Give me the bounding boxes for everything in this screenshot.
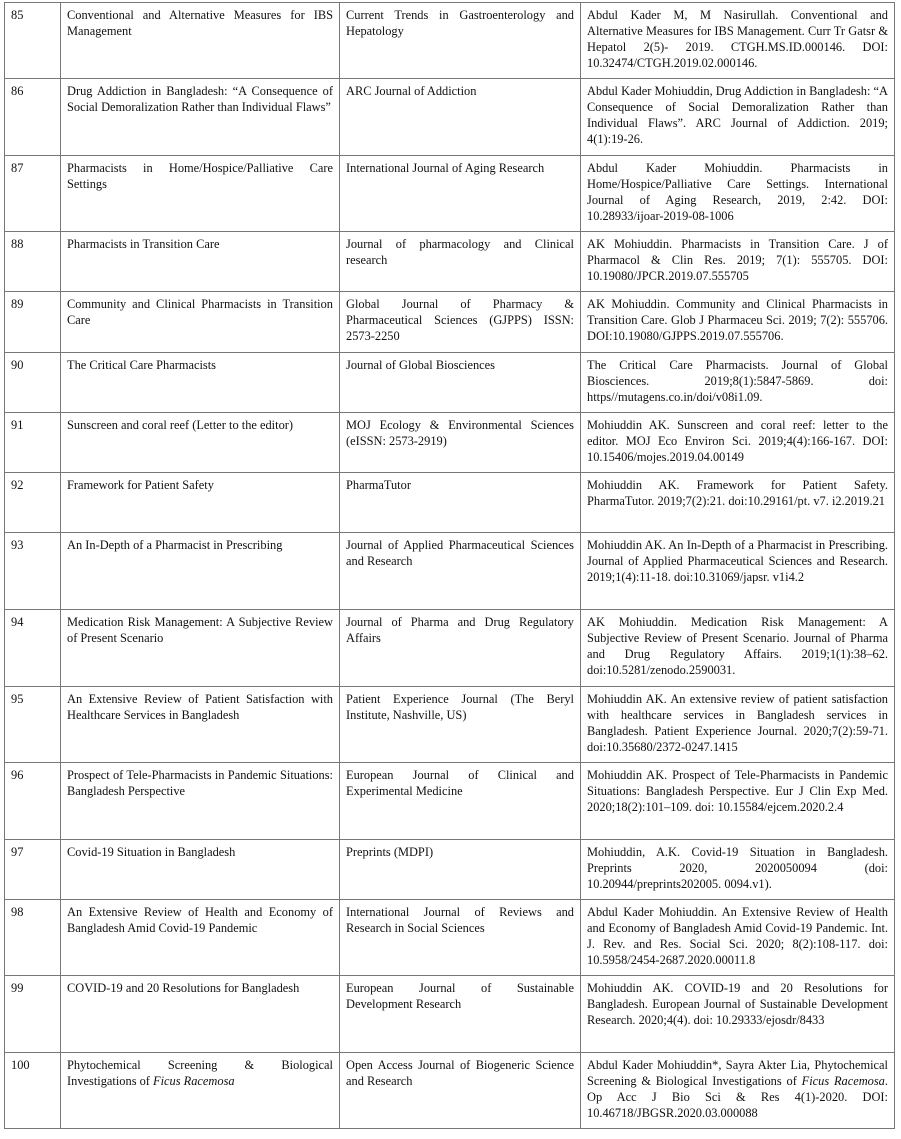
row-number: 96	[5, 763, 61, 840]
row-number: 87	[5, 156, 61, 232]
table-row	[5, 533, 895, 610]
article-title: Drug Addiction in Bangladesh: “A Consequence of Social Demoralization Rather than Individual Flaws”	[61, 79, 340, 156]
citation: Mohiuddin AK. An extensive review of patient satisfaction with healthcare services in Bangladesh services in Bangladesh. Patient Experience Journal. 2020;7(2):59-71. doi:10.35680/2372-0247.1415	[581, 687, 895, 763]
journal-name: Patient Experience Journal (The Beryl Institute, Nashville, US)	[340, 687, 581, 763]
row-number: 97	[5, 840, 61, 900]
table-row	[5, 976, 895, 1053]
table-row	[5, 900, 895, 976]
article-title: Covid-19 Situation in Bangladesh	[61, 840, 340, 900]
citation: Abdul Kader M, M Nasirullah. Conventional and Alternative Measures for IBS Management. Curr Tr Gatsr & Hepatol 2(5)- 2019. CTGH.MS.ID.000146. DOI: 10.32474/CTGH.2019.02.000146.	[581, 3, 895, 79]
table-row	[5, 473, 895, 533]
citation: AK Mohiuddin. Medication Risk Management: A Subjective Review of Present Scenario. Journal of Pharma and Drug Regulatory Affairs. 2019;1(1):38–62. doi:10.5281/zenodo.2590031.	[581, 610, 895, 687]
journal-name: International Journal of Aging Research	[340, 156, 581, 232]
article-title-text: Phytochemical Screening & Biological Investigations of	[67, 1058, 333, 1088]
table-row	[5, 3, 895, 79]
row-number: 99	[5, 976, 61, 1053]
citation: Abdul Kader Mohiuddin. Pharmacists in Home/Hospice/Palliative Care Settings. International Journal of Aging Research, 2019, 2:42. DOI: 10.28933/ijoar-2019-08-1006	[581, 156, 895, 232]
journal-name: Preprints (MDPI)	[340, 840, 581, 900]
table-row	[5, 413, 895, 473]
row-number: 95	[5, 687, 61, 763]
citation: Mohiuddin AK. COVID-19 and 20 Resolutions for Bangladesh. European Journal of Sustainable Development Research. 2020;4(4). doi: 10.29333/ejosdr/8433	[581, 976, 895, 1053]
article-title: Community and Clinical Pharmacists in Transition Care	[61, 292, 340, 353]
table-row	[5, 353, 895, 413]
article-title: Pharmacists in Home/Hospice/Palliative Care Settings	[61, 156, 340, 232]
citation: AK Mohiuddin. Pharmacists in Transition Care. J of Pharmacol & Clin Res. 2019; 7(1): 555705. DOI: 10.19080/JPCR.2019.07.555705	[581, 232, 895, 292]
species-name: Ficus Racemosa	[801, 1074, 885, 1088]
citation: Mohiuddin, A.K. Covid-19 Situation in Bangladesh. Preprints 2020, 2020050094 (doi: 10.20944/preprints202005. 0094.v1).	[581, 840, 895, 900]
row-number: 91	[5, 413, 61, 473]
citation-text-start: Abdul Kader Mohiuddin*, Sayra Akter Lia, Phytochemical Screening & Biological Investigations of	[587, 1058, 888, 1088]
table-row	[5, 292, 895, 353]
table-row	[5, 687, 895, 763]
row-number: 90	[5, 353, 61, 413]
article-title: Pharmacists in Transition Care	[61, 232, 340, 292]
journal-name: Journal of Applied Pharmaceutical Sciences and Research	[340, 533, 581, 610]
citation: Mohiuddin AK. Sunscreen and coral reef: letter to the editor. MOJ Eco Environ Sci. 2019;4(4):166-167. DOI: 10.15406/mojes.2019.04.00149	[581, 413, 895, 473]
citation: Abdul Kader Mohiuddin, Drug Addiction in Bangladesh: “A Consequence of Social Demoralization Rather than Individual Flaws”. ARC Journal of Addiction. 2019; 4(1):19-26.	[581, 79, 895, 156]
journal-name: PharmaTutor	[340, 473, 581, 533]
row-number: 86	[5, 79, 61, 156]
table-row	[5, 232, 895, 292]
table-row	[5, 840, 895, 900]
journal-name: Journal of Pharma and Drug Regulatory Affairs	[340, 610, 581, 687]
table-row	[5, 156, 895, 232]
article-title: COVID-19 and 20 Resolutions for Bangladesh	[61, 976, 340, 1053]
citation: Mohiuddin AK. Prospect of Tele-Pharmacists in Pandemic Situations: Bangladesh Perspective. Eur J Clin Exp Med. 2020;18(2):101–109. doi: 10.15584/ejcem.2020.2.4	[581, 763, 895, 840]
journal-name: Global Journal of Pharmacy & Pharmaceutical Sciences (GJPPS) ISSN: 2573-2250	[340, 292, 581, 353]
row-number: 98	[5, 900, 61, 976]
article-title: Sunscreen and coral reef (Letter to the editor)	[61, 413, 340, 473]
article-title: An Extensive Review of Patient Satisfaction with Healthcare Services in Bangladesh	[61, 687, 340, 763]
row-number: 89	[5, 292, 61, 353]
citation: Mohiuddin AK. Framework for Patient Safety. PharmaTutor. 2019;7(2):21. doi:10.29161/pt. v7. i2.2019.21	[581, 473, 895, 533]
journal-name: Journal of pharmacology and Clinical research	[340, 232, 581, 292]
journal-name: European Journal of Sustainable Development Research	[340, 976, 581, 1053]
citation: Mohiuddin AK. An In-Depth of a Pharmacist in Prescribing. Journal of Applied Pharmaceutical Sciences and Research. 2019;1(4):11-18. doi:10.31069/japsr. v1i4.2	[581, 533, 895, 610]
article-title: Prospect of Tele-Pharmacists in Pandemic Situations: Bangladesh Perspective	[61, 763, 340, 840]
journal-name: International Journal of Reviews and Research in Social Sciences	[340, 900, 581, 976]
row-number: 94	[5, 610, 61, 687]
row-number: 93	[5, 533, 61, 610]
journal-name: Open Access Journal of Biogeneric Science and Research	[340, 1053, 581, 1129]
table-row	[5, 79, 895, 156]
publications-table	[4, 2, 895, 1129]
journal-name: Journal of Global Biosciences	[340, 353, 581, 413]
table-row	[5, 763, 895, 840]
citation: Abdul Kader Mohiuddin. An Extensive Review of Health and Economy of Bangladesh Amid Covid-19 Pandemic. Int. J. Rev. and Res. Social Sci. 2020; 8(2):108-117. doi: 10.5958/2454-2687.2020.00011.8	[581, 900, 895, 976]
journal-name: ARC Journal of Addiction	[340, 79, 581, 156]
citation-text-end: . Op Acc J Bio Sci & Res 4(1)-2020. DOI: 10.46718/JBGSR.2020.03.000088	[587, 1074, 888, 1120]
journal-name: European Journal of Clinical and Experimental Medicine	[340, 763, 581, 840]
article-title: Conventional and Alternative Measures for IBS Management	[61, 3, 340, 79]
table-row	[5, 610, 895, 687]
species-name: Ficus Racemosa	[153, 1074, 235, 1088]
citation: AK Mohiuddin. Community and Clinical Pharmacists in Transition Care. Glob J Pharmaceu Sci. 2019; 7(2): 555706. DOI:10.19080/GJPPS.2019.07.555706.	[581, 292, 895, 353]
citation	[581, 1053, 895, 1129]
article-title: Framework for Patient Safety	[61, 473, 340, 533]
article-title: Medication Risk Management: A Subjective Review of Present Scenario	[61, 610, 340, 687]
row-number: 85	[5, 3, 61, 79]
journal-name: Current Trends in Gastroenterology and Hepatology	[340, 3, 581, 79]
article-title: The Critical Care Pharmacists	[61, 353, 340, 413]
row-number: 92	[5, 473, 61, 533]
row-number: 100	[5, 1053, 61, 1129]
row-number: 88	[5, 232, 61, 292]
journal-name: MOJ Ecology & Environmental Sciences (eISSN: 2573-2919)	[340, 413, 581, 473]
citation: The Critical Care Pharmacists. Journal of Global Biosciences. 2019;8(1):5847-5869. doi: https//mutagens.co.in/doi/v08i1.09.	[581, 353, 895, 413]
article-title: An Extensive Review of Health and Economy of Bangladesh Amid Covid-19 Pandemic	[61, 900, 340, 976]
article-title	[61, 1053, 340, 1129]
article-title: An In-Depth of a Pharmacist in Prescribing	[61, 533, 340, 610]
table-row	[5, 1053, 895, 1129]
